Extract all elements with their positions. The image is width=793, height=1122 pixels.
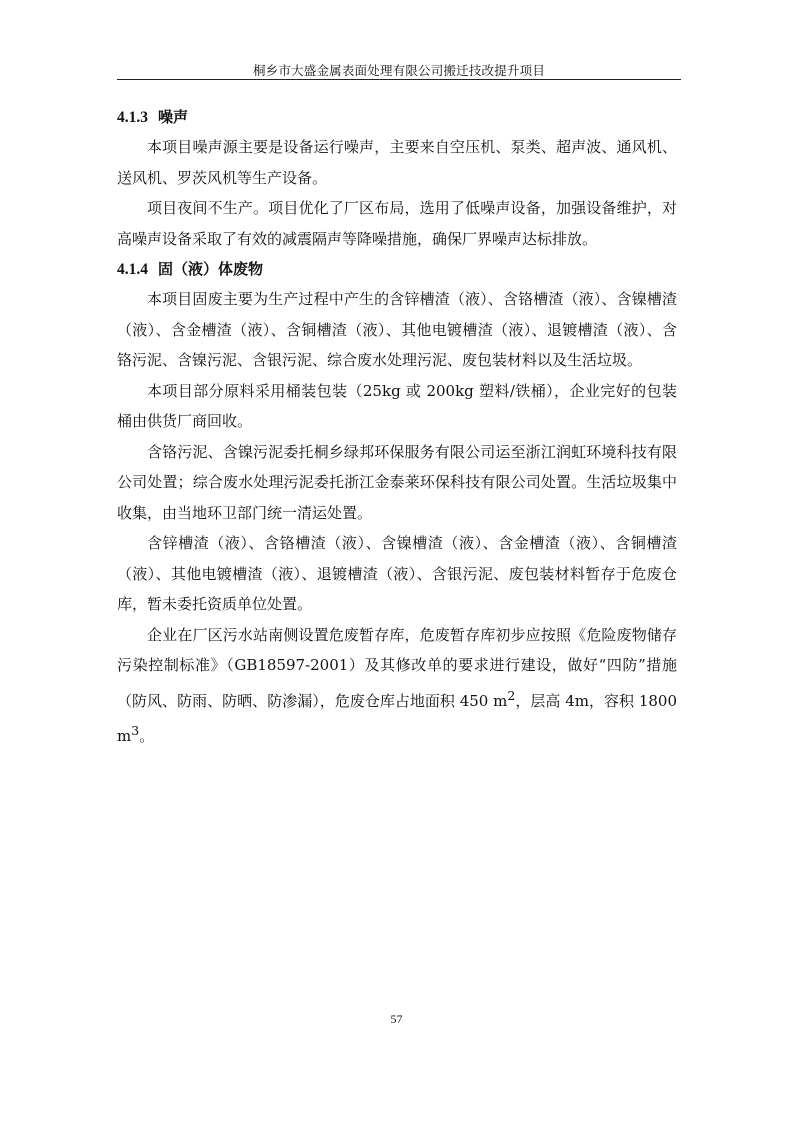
paragraph: 项目夜间不生产。项目优化了厂区布局，选用了低噪声设备，加强设备维护，对高噪声设备采取了有效的减震隔声等降噪措施，确保厂界噪声达标排放。 bbox=[117, 199, 677, 248]
section-number: 4.1.4 bbox=[117, 261, 148, 278]
section-heading-noise bbox=[117, 102, 677, 132]
paragraph: 含锌槽渣（液）、含铬槽渣（液）、含镍槽渣（液）、含金槽渣（液）、含铜槽渣（液）、其他电镀槽渣（液）、退镀槽渣（液）、含银污泥、废包装材料暂存于危废仓库，暂未委托资质单位处置。 bbox=[117, 534, 677, 613]
paragraph: 含铬污泥、含镍污泥委托桐乡绿邦环保服务有限公司运至浙江润虹环境科技有限公司处置；综合废水处理污泥委托浙江金泰莱环保科技有限公司处置。生活垃圾集中收集，由当地环卫部门统一清运处置。 bbox=[117, 442, 677, 522]
header-divider bbox=[117, 79, 681, 80]
paragraph: 本项目部分原料采用桶装包装（25kg 或 200kg 塑料/铁桶），企业完好的包装桶由供货厂商回收。 bbox=[117, 381, 677, 430]
document-body bbox=[117, 102, 677, 752]
superscript: 3 bbox=[131, 723, 140, 738]
paragraph-text: 企业在厂区污水站南侧设置危废暂存库，危废暂存库初步应按照《危险废物储存污染控制标准》（GB18597-2001）及其修改单的要求进行建设，做好“四防”措施（防风、防雨、防晒、防渗漏），危废仓库占地面积 450 m bbox=[117, 625, 677, 710]
page-header-title: 桐乡市大盛金属表面处理有限公司搬迁技改提升项目 bbox=[252, 63, 546, 78]
paragraph: 本项目噪声源主要是设备运行噪声，主要来自空压机、泵类、超声波、通风机、送风机、罗茨风机等生产设备。 bbox=[117, 138, 677, 187]
section-heading-solid-waste bbox=[117, 254, 677, 284]
section-title: 固（液）体废物 bbox=[158, 260, 264, 278]
paragraph: 本项目固废主要为生产过程中产生的含锌槽渣（液）、含铬槽渣（液）、含镍槽渣（液）、含金槽渣（液）、含铜槽渣（液）、其他电镀槽渣（液）、退镀槽渣（液）、含铬污泥、含镍污泥、含银污泥、综合废水处理污泥、废包装材料以及生活垃圾。 bbox=[117, 290, 677, 369]
paragraph-storage bbox=[117, 620, 677, 752]
section-title: 噪声 bbox=[158, 108, 189, 126]
paragraph-text: ，层高 4m，容积 1800m bbox=[117, 691, 677, 745]
paragraph-text: 。 bbox=[139, 727, 155, 745]
superscript: 2 bbox=[507, 687, 516, 703]
section-number: 4.1.3 bbox=[117, 109, 148, 126]
page-number: 57 bbox=[390, 1012, 403, 1026]
